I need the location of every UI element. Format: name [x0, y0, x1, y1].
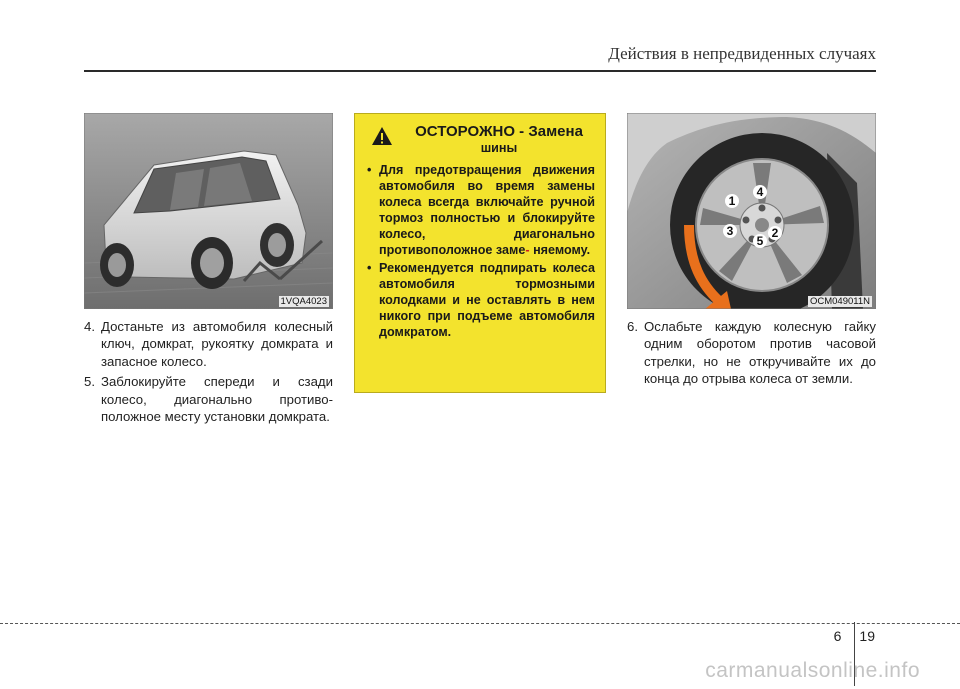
step-text: Достаньте из автомобиля колесный ключ, домкрат, рукоятку домкрата и запасное колесо.: [101, 319, 333, 369]
nut-label-1: 1: [728, 194, 736, 208]
step-text: Ослабьте каждую колесную гайку одним оборотом против часовой стрелки, но не откручивайте их до конца до отрыва колеса от земли.: [644, 319, 876, 387]
warning-title: ОСТОРОЖНО - Замена: [415, 123, 583, 140]
step-number: 4.: [84, 319, 95, 334]
warning-title-block: [403, 124, 595, 156]
bullet-text: Рекомендуется подпирать колеса автомобиля тормозными колодками и не оставлять в нем никого при подъеме автомобиля домкратом.: [379, 261, 595, 339]
bullet-text: [379, 162, 595, 258]
bullet-dot: •: [367, 261, 372, 275]
wheel-drawing: [627, 113, 876, 309]
warning-bullet: [367, 260, 595, 340]
car-jack-illustration: [84, 113, 333, 309]
footer-divider: [0, 623, 960, 624]
hyphen-mark: -: [525, 243, 530, 257]
step-6: [627, 318, 876, 388]
page-header-title: Действия в непредвиденных случаях: [608, 44, 876, 63]
bullet-main-text: Для предотвращения движения автомобиля во время замены колеса всегда включайте ручной тормоз полностью и блокируйте колесо, диагонально противоположное заме: [379, 163, 595, 257]
watermark-text: carmanualsonline.info: [705, 659, 920, 682]
bullet-dot: •: [367, 163, 372, 177]
warning-bullet: [367, 162, 595, 258]
image-code-right: OCM049011N: [809, 296, 870, 307]
step-number: 6.: [627, 319, 638, 334]
car-jack-drawing: [84, 113, 333, 309]
step-4: [84, 318, 333, 370]
step-number: 5.: [84, 374, 95, 390]
nut-label-2: 2: [771, 226, 779, 240]
step-5: [84, 373, 333, 425]
nut-label-4: 4: [756, 185, 764, 199]
page-number: [834, 628, 875, 644]
bullet-tail-text: няемому.: [533, 243, 591, 257]
right-instructions: [627, 318, 876, 391]
nut-label-3: 3: [726, 224, 734, 238]
nut-label-5: 5: [756, 234, 764, 248]
warning-subtitle: шины: [480, 141, 518, 155]
step-text: Заблокируйте спереди и сзади колесо, диагонально противо-положное месту установки домкрата.: [101, 374, 333, 425]
warning-box: [354, 113, 606, 393]
warning-triangle-icon: [371, 126, 393, 146]
page-number-value: 19: [859, 628, 875, 644]
chapter-number: 6: [833, 628, 842, 644]
left-instructions: [84, 318, 333, 428]
warning-header: [367, 124, 595, 156]
header-divider: [84, 70, 876, 72]
image-code-left: 1VQA4023: [280, 296, 327, 307]
wheel-nuts-illustration: [627, 113, 876, 309]
